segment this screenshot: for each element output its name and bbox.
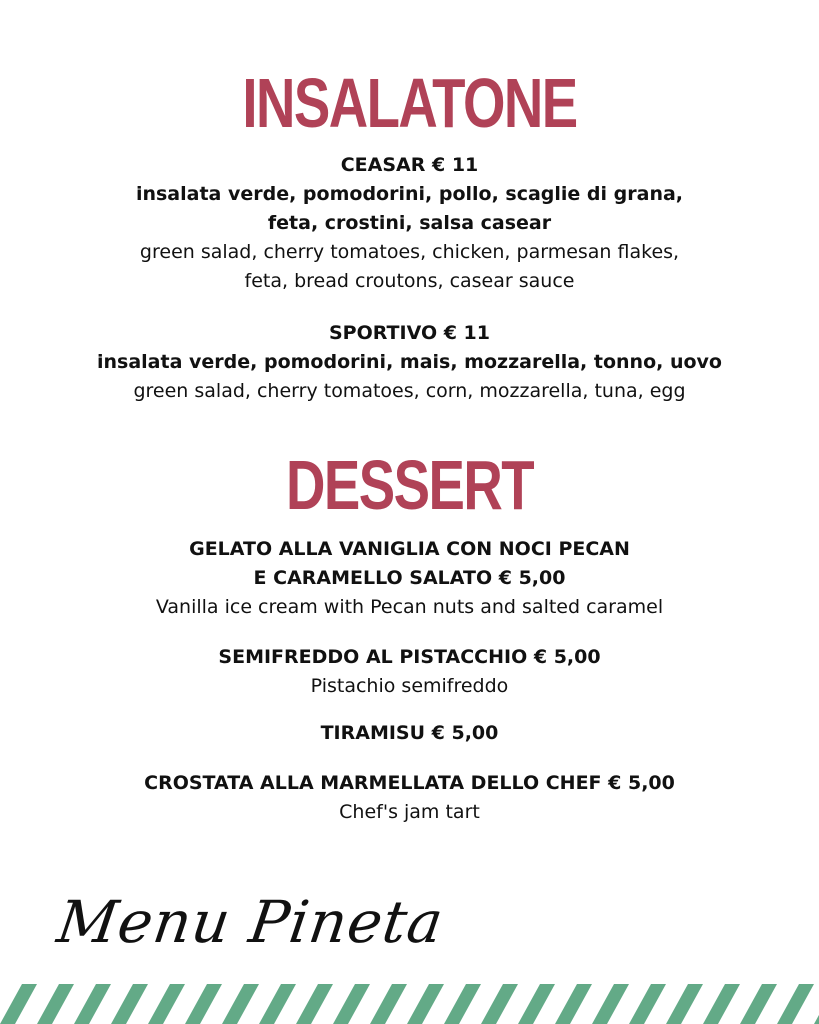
item-english-description: green salad, cherry tomatoes, corn, mozzarella, tuna, egg <box>133 380 686 402</box>
item-english-description: Pistachio semifreddo <box>310 675 509 697</box>
item-name-price: SEMIFREDDO AL PISTACCHIO € 5,00 <box>218 646 601 668</box>
menu-item-gelato <box>0 535 819 622</box>
menu-pineta-logo: Menu Pineta <box>53 888 448 956</box>
menu-item-semifreddo <box>0 643 819 701</box>
menu-item-crostata <box>0 769 819 827</box>
item-italian-description: insalata verde, pomodorini, pollo, scaglie di grana, <box>135 183 684 205</box>
stripe-band <box>0 984 819 1024</box>
item-english-description: feta, bread croutons, casear sauce <box>244 270 575 292</box>
item-english-description: Chef's jam tart <box>339 801 480 823</box>
item-name-price: TIRAMISU € 5,00 <box>320 722 499 744</box>
item-english-description: Vanilla ice cream with Pecan nuts and salted caramel <box>155 596 664 618</box>
menu-item-ceasar <box>0 151 819 296</box>
menu-item-sportivo <box>0 319 819 406</box>
striped-border <box>0 984 819 1024</box>
item-name-price: E CARAMELLO SALATO € 5,00 <box>253 567 566 589</box>
item-name-price: GELATO ALLA VANIGLIA CON NOCI PECAN <box>189 538 630 560</box>
item-italian-description: feta, crostini, salsa casear <box>267 212 552 234</box>
item-italian-description: insalata verde, pomodorini, mais, mozzarella, tonno, uovo <box>97 351 722 373</box>
item-name-price: CEASAR € 11 <box>340 154 479 176</box>
item-name-price: CROSTATA ALLA MARMELLATA DELLO CHEF € 5,00 <box>144 772 675 794</box>
item-english-description: green salad, cherry tomatoes, chicken, parmesan flakes, <box>139 241 680 263</box>
item-name-price: SPORTIVO € 11 <box>329 322 490 344</box>
dessert-title: DESSERT <box>286 446 533 524</box>
insalatone-title: INSALATONE <box>242 64 577 142</box>
menu-item-tiramisu <box>0 719 819 748</box>
